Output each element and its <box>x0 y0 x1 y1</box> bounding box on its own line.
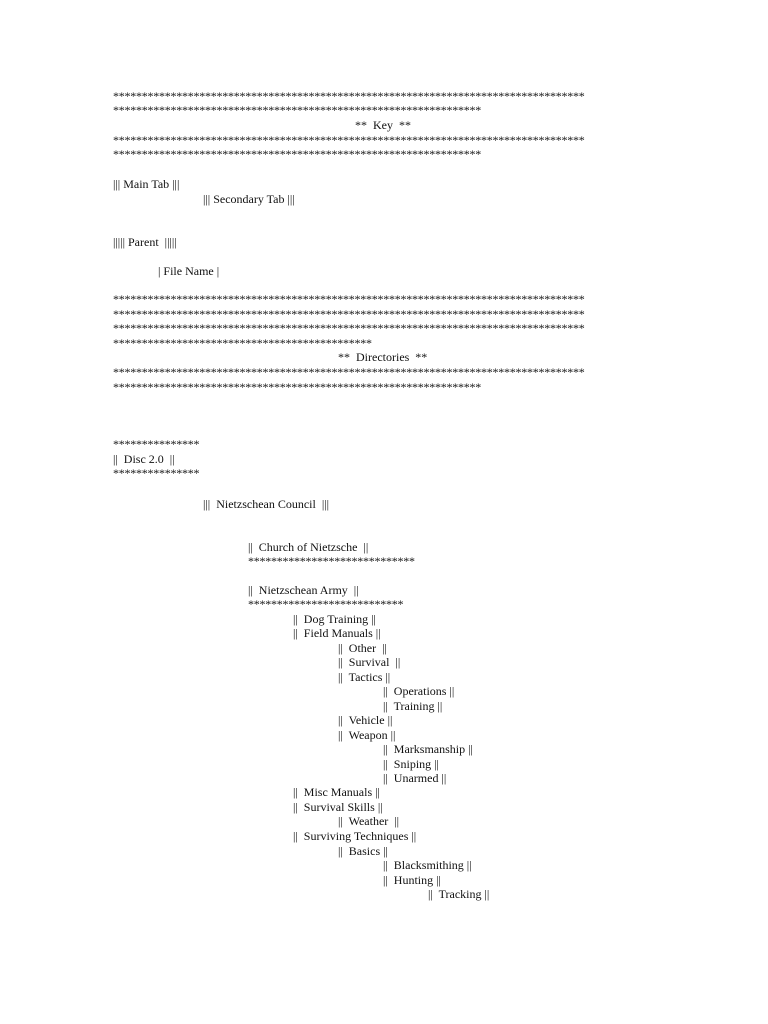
star-rule: ********************************************* <box>113 336 372 350</box>
tree-operations: || Operations || <box>383 684 455 698</box>
tree-weapon: || Weapon || <box>338 728 396 742</box>
tree-weather: || Weather || <box>338 814 400 828</box>
tree-hunting: || Hunting || <box>383 873 441 887</box>
key-heading: ** Key ** <box>355 118 411 132</box>
star-rule: ********************************************************************************** <box>113 133 585 147</box>
star-rule: *************************** <box>248 597 404 611</box>
star-rule: ********************************************************************************** <box>113 292 585 306</box>
star-rule: *************** <box>113 437 200 451</box>
tree-blacksmithing: || Blacksmithing || <box>383 858 472 872</box>
tree-survival-skills: || Survival Skills || <box>293 800 383 814</box>
directories-heading: ** Directories ** <box>338 350 428 364</box>
tree-training: || Training || <box>383 699 443 713</box>
tree-marksmanship: || Marksmanship || <box>383 742 473 756</box>
star-rule: ***************************** <box>248 554 415 568</box>
tree-tactics: || Tactics || <box>338 670 391 684</box>
tree-basics: || Basics || <box>338 844 388 858</box>
tree-vehicle: || Vehicle || <box>338 713 393 727</box>
star-rule: **************************************************************** <box>113 380 481 394</box>
star-rule: ********************************************************************************** <box>113 89 585 103</box>
star-rule: ********************************************************************************** <box>113 321 585 335</box>
star-rule: **************************************************************** <box>113 147 481 161</box>
tree-disc: || Disc 2.0 || <box>113 452 175 466</box>
key-main-tab: ||| Main Tab ||| <box>113 177 180 191</box>
tree-survival: || Survival || <box>338 655 401 669</box>
key-secondary-tab: ||| Secondary Tab ||| <box>203 192 295 206</box>
tree-tracking: || Tracking || <box>428 887 490 901</box>
star-rule: *************** <box>113 466 200 480</box>
tree-army: || Nietzschean Army || <box>248 583 359 597</box>
tree-unarmed: || Unarmed || <box>383 771 447 785</box>
star-rule: ********************************************************************************** <box>113 365 585 379</box>
tree-misc-manuals: || Misc Manuals || <box>293 785 380 799</box>
star-rule: ********************************************************************************** <box>113 307 585 321</box>
key-file-name: | File Name | <box>158 264 220 278</box>
tree-surviving-techniques: || Surviving Techniques || <box>293 829 417 843</box>
tree-field-manuals: || Field Manuals || <box>293 626 381 640</box>
tree-church: || Church of Nietzsche || <box>248 540 369 554</box>
tree-other: || Other || <box>338 641 387 655</box>
star-rule: **************************************************************** <box>113 103 481 117</box>
tree-dog-training: || Dog Training || <box>293 612 376 626</box>
tree-council: ||| Nietzschean Council ||| <box>203 497 330 511</box>
tree-sniping: || Sniping || <box>383 757 439 771</box>
key-parent: ||||| Parent ||||| <box>113 235 177 249</box>
